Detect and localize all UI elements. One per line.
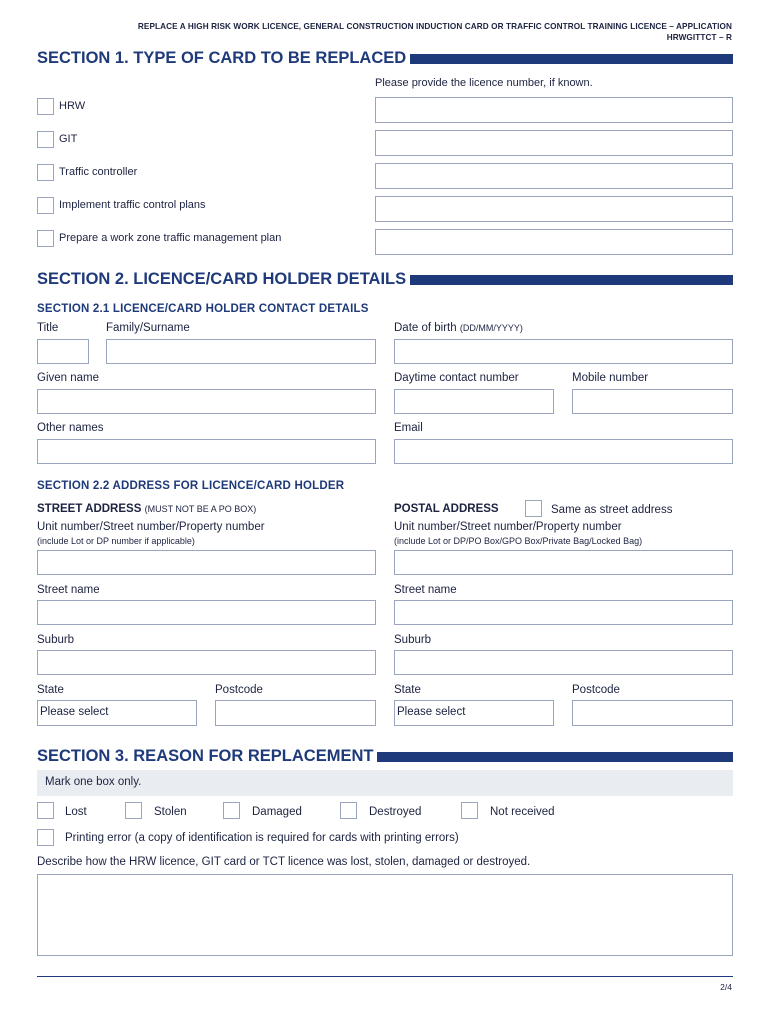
reason-damaged-label: Damaged [252,806,302,818]
street-name-label: Street name [37,584,100,596]
same-as-street-label: Same as street address [551,504,673,516]
describe-label: Describe how the HRW licence, GIT card or TCT licence was lost, stolen, damaged or destroyed. [37,856,531,868]
suburb-label: Suburb [37,634,75,646]
section-2-1-heading: SECTION 2.1 LICENCE/CARD HOLDER CONTACT DETAILS [37,303,369,315]
given-name-field[interactable] [37,389,376,414]
daytime-contact-field[interactable] [394,389,554,414]
other-names-field[interactable] [37,439,376,464]
section-1-heading: SECTION 1. TYPE OF CARD TO BE REPLACED [37,49,733,68]
checkbox-hrw[interactable] [37,98,54,115]
hrw-licence-number-field[interactable] [375,97,733,123]
reason-stolen-label: Stolen [154,806,187,818]
printing-error-label: Printing error (a copy of identification is required for cards with printing errors) [65,832,459,844]
mobile-field[interactable] [572,389,733,414]
street-unit-field[interactable] [37,550,376,575]
reason-damaged-checkbox[interactable] [223,802,240,819]
daytime-contact-label: Daytime contact number [394,372,519,384]
other-names-label: Other names [37,422,104,434]
title-field[interactable] [37,339,89,364]
page-number: 2/4 [720,982,732,992]
reason-lost-label: Lost [65,806,87,818]
printing-error-checkbox[interactable] [37,829,54,846]
postal-state-select[interactable]: Please select [394,700,554,726]
option-label-implement-plans: Implement traffic control plans [59,199,206,211]
work-zone-plan-number-field[interactable] [375,229,733,255]
heading-bar [410,54,733,64]
implement-plans-number-field[interactable] [375,196,733,222]
mark-one-note: Mark one box only. [37,770,733,796]
suburb-field[interactable] [37,650,376,675]
reason-not-received-checkbox[interactable] [461,802,478,819]
same-as-street-checkbox[interactable] [525,500,542,517]
reason-not-received-label: Not received [490,806,555,818]
option-label-git: GIT [59,133,78,145]
postcode-label: Postcode [215,684,263,696]
street-address-heading: STREET ADDRESS (MUST NOT BE A PO BOX) [37,503,257,515]
postal-unit-hint: (include Lot or DP/PO Box/GPO Box/Private Bag/Locked Bag) [394,536,643,546]
mobile-label: Mobile number [572,372,649,384]
surname-field[interactable] [106,339,376,364]
dob-field[interactable] [394,339,733,364]
section-2-heading: SECTION 2. LICENCE/CARD HOLDER DETAILS [37,270,733,289]
postal-postcode-field[interactable] [572,700,733,726]
email-field[interactable] [394,439,733,464]
postal-street-name-field[interactable] [394,600,733,625]
option-label-traffic-controller: Traffic controller [59,166,138,178]
section-3-heading: SECTION 3. REASON FOR REPLACEMENT [37,747,733,766]
postal-unit-label: Unit number/Street number/Property number [394,521,622,533]
postal-suburb-label: Suburb [394,634,432,646]
form-header-title: REPLACE A HIGH RISK WORK LICENCE, GENERAL CONSTRUCTION INDUCTION CARD OR TRAFFIC CONTROL TRAINING LICENCE – APPLICATION [137,22,732,31]
reason-stolen-checkbox[interactable] [125,802,142,819]
footer-rule [37,976,733,977]
state-label: State [37,684,64,696]
heading-bar [377,752,733,762]
traffic-controller-number-field[interactable] [375,163,733,189]
title-label: Title [37,322,59,334]
postal-postcode-label: Postcode [572,684,620,696]
postal-state-label: State [394,684,421,696]
checkbox-implement-plans[interactable] [37,197,54,214]
checkbox-work-zone-plan[interactable] [37,230,54,247]
heading-bar [410,275,733,285]
option-label-work-zone-plan: Prepare a work zone traffic management plan [59,232,282,244]
state-select[interactable]: Please select [37,700,197,726]
checkbox-git[interactable] [37,131,54,148]
reason-destroyed-checkbox[interactable] [340,802,357,819]
surname-label: Family/Surname [106,322,190,334]
postal-address-heading: POSTAL ADDRESS [394,503,499,515]
given-name-label: Given name [37,372,100,384]
section-2-2-heading: SECTION 2.2 ADDRESS FOR LICENCE/CARD HOLDER [37,480,345,492]
form-code: HRWGITTCT – R [666,33,732,42]
street-unit-label: Unit number/Street number/Property number [37,521,265,533]
licence-number-hint: Please provide the licence number, if known. [375,77,593,89]
postal-unit-field[interactable] [394,550,733,575]
postal-suburb-field[interactable] [394,650,733,675]
option-label-hrw: HRW [59,100,86,112]
dob-format-hint: (DD/MM/YYYY) [459,323,523,333]
email-label: Email [394,422,423,434]
reason-lost-checkbox[interactable] [37,802,54,819]
street-name-field[interactable] [37,600,376,625]
street-unit-hint: (include Lot or DP number if applicable) [37,536,195,546]
checkbox-traffic-controller[interactable] [37,164,54,181]
dob-label: Date of birth (DD/MM/YYYY) [394,322,523,334]
postcode-field[interactable] [215,700,376,726]
describe-textarea[interactable] [37,874,733,956]
postal-street-name-label: Street name [394,584,457,596]
git-card-number-field[interactable] [375,130,733,156]
street-address-note: (MUST NOT BE A PO BOX) [144,504,257,514]
reason-destroyed-label: Destroyed [369,806,422,818]
